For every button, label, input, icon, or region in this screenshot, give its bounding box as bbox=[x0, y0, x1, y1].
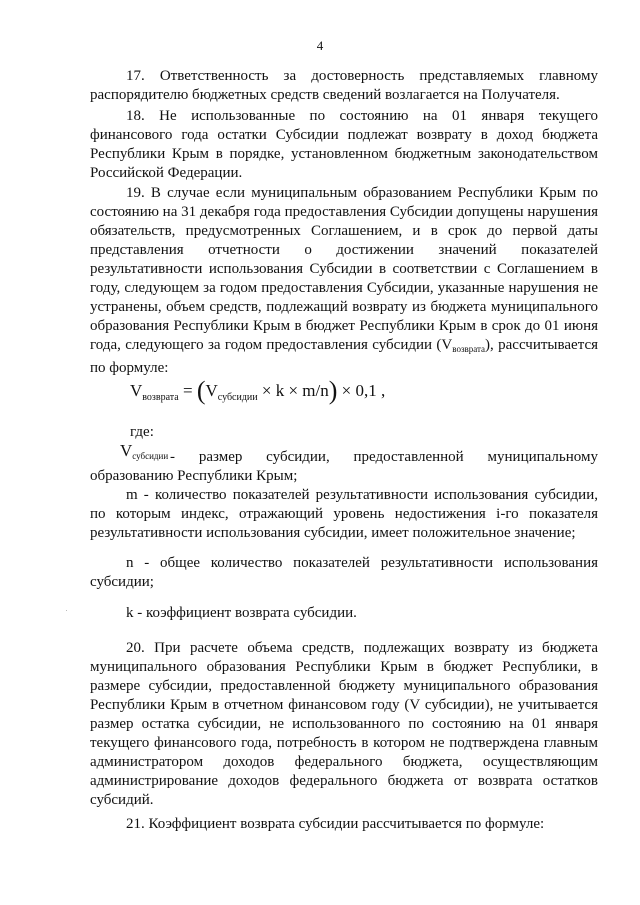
v-return-inline: $V_{возврата}$ bbox=[441, 337, 486, 354]
paragraph-19-tail: ), рассчитывается по формуле: bbox=[90, 337, 598, 376]
margin-dot bbox=[66, 610, 67, 611]
paragraph-21: 21. Коэффициент возврата субсидии рассчитывается по формуле: bbox=[126, 816, 545, 832]
where-label: где: bbox=[130, 424, 154, 440]
return-formula: $V_{возврата} = (V_{субсидии} \times k \times m/n) \times 0,1$ , bbox=[130, 376, 386, 405]
definition-v-subsidy: - размер субсидии, предоставленной муниципальному образованию Республики Крым; bbox=[90, 449, 598, 484]
paragraph-20: 20. При расчете объема средств, подлежащих возврату из бюджета муниципального образования Республики Крым в бюджет Республики, в размере субсидии, предоставленной бюджету муниципального образования Республики Крым в отчетном финансовом году (V субсидии), не учитывается размер остатка субсидии, не использованного по состоянию на 01 января текущего финансового года, потребность в котором не подтверждена главным администратором доходов федерального бюджета, осуществляющим администрирование доходов федерального бюджета от возврата остатков субсидий. bbox=[90, 640, 598, 808]
paragraph-19-text: 19. В случае если муниципальным образованием Республики Крым по состоянию на 31 декабря года предоставления Субсидии допущены нарушения обязательств, предусмотренных Соглашением, и в срок до первой даты представления отчетности о достижении значений показателей результативности использования Субсидии в соответствии с Соглашением в году, следующем за годом предоставления Субсидии, указанные нарушения не устранены, объем средств, подлежащий возврату из бюджета муниципального образования Республики Крым в бюджет Республики Крым в срок до 01 июня года, следующего за годом предоставления субсидии bbox=[90, 185, 598, 353]
definition-n: n - общее количество показателей результативности использования субсидии; bbox=[90, 555, 598, 590]
paragraph-18: 18. Не использованные по состоянию на 01 января текущего финансового года остатки Субсидии подлежат возврату в доход бюджета Республики Крым в порядке, установленном бюджетным законодательством Российской Федерации. bbox=[90, 108, 598, 181]
v-subsidy-symbol: $V_{субсидии}$ bbox=[120, 441, 169, 461]
definition-k: k - коэффициент возврата субсидии. bbox=[126, 605, 357, 621]
page-number: 4 bbox=[316, 38, 324, 53]
paragraph-17: 17. Ответственность за достоверность представляемых главному распорядителю бюджетных средств сведений возлагается на Получателя. bbox=[90, 68, 598, 103]
paragraph-19: 19. В случае если муниципальным образованием Республики Крым по состоянию на 31 декабря года предоставления Субсидии допущены нарушения обязательств, предусмотренных Соглашением, и в срок до первой даты представления отчетности о достижении значений показателей результативности использования Субсидии в соответствии с Соглашением в году, следующем за годом предоставления Субсидии, указанные нарушения не устранены, объем средств, подлежащий возврату из бюджета муниципального образования Республики Крым в бюджет Республики Крым в срок до 01 июня года, следующего за годом предоставления субсидии $(V_{возврата})$, рассчитывается по формуле: bbox=[90, 185, 598, 376]
definition-m: m - количество показателей результативности использования субсидии, по которым индекс, отражающий уровень недостижения i-го показателя результативности использования субсидии, имеет положительное значение; bbox=[90, 487, 598, 541]
